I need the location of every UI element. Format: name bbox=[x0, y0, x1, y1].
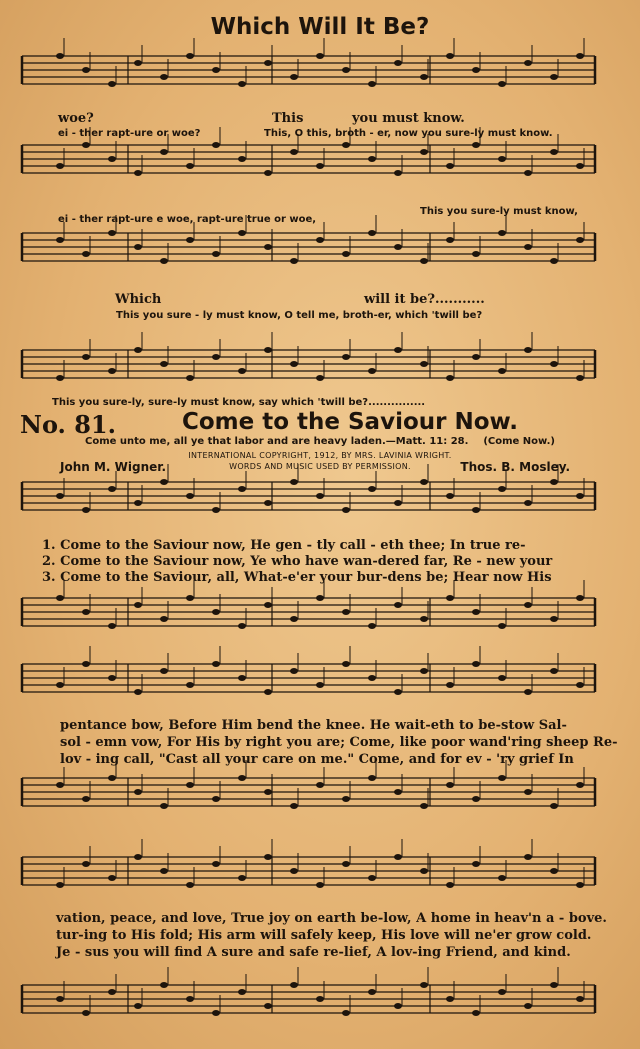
note-head bbox=[368, 368, 376, 374]
note-head bbox=[82, 861, 90, 867]
verse-line bbox=[42, 570, 552, 585]
note-head bbox=[316, 595, 324, 601]
note-head bbox=[342, 354, 350, 360]
note-head bbox=[368, 486, 376, 492]
note-head bbox=[498, 875, 506, 881]
note-head bbox=[186, 782, 194, 788]
note-head bbox=[134, 789, 142, 795]
note-head bbox=[290, 258, 298, 264]
verse-line: lov - ing call, "Cast all your care on me." Come, and for ev - 'ry grief In bbox=[60, 752, 574, 767]
note-head bbox=[394, 689, 402, 695]
note-head bbox=[82, 354, 90, 360]
note-head bbox=[472, 661, 480, 667]
note-head bbox=[524, 689, 532, 695]
note-head bbox=[446, 53, 454, 59]
note-head bbox=[134, 689, 142, 695]
note-head bbox=[342, 1010, 350, 1016]
note-head bbox=[186, 595, 194, 601]
note-head bbox=[316, 782, 324, 788]
note-head bbox=[264, 602, 272, 608]
note-head bbox=[550, 149, 558, 155]
note-head bbox=[394, 1003, 402, 1009]
verse-line: pentance bow, Before Him bend the knee. He wait-eth to be-stow Sal- bbox=[60, 718, 567, 733]
note-head bbox=[550, 803, 558, 809]
note-head bbox=[524, 1003, 532, 1009]
tune-name: (Come Now.) bbox=[483, 436, 555, 447]
note-head bbox=[264, 689, 272, 695]
note-head bbox=[290, 868, 298, 874]
note-head bbox=[238, 623, 246, 629]
note-head bbox=[342, 251, 350, 257]
note-head bbox=[394, 347, 402, 353]
note-head bbox=[498, 81, 506, 87]
verse-line: Je - sus you will find A sure and safe re-lief, A lov-ing Friend, and kind. bbox=[56, 945, 571, 960]
note-head bbox=[186, 53, 194, 59]
note-head bbox=[108, 368, 116, 374]
note-head bbox=[82, 1010, 90, 1016]
note-head bbox=[134, 854, 142, 860]
note-head bbox=[264, 347, 272, 353]
verse-line: sol - emn vow, For His by right you are; Come, like poor wand'ring sheep Re- bbox=[60, 735, 618, 750]
verse-text: Come to the Saviour, all, What-e'er your bur-dens be; Hear now His bbox=[60, 570, 552, 585]
note-head bbox=[550, 361, 558, 367]
note-head bbox=[446, 682, 454, 688]
verse-number: 2. bbox=[42, 554, 56, 569]
note-head bbox=[264, 789, 272, 795]
note-head bbox=[238, 368, 246, 374]
note-head bbox=[394, 500, 402, 506]
note-head bbox=[394, 602, 402, 608]
note-head bbox=[446, 375, 454, 381]
note-head bbox=[56, 996, 64, 1002]
note-head bbox=[56, 53, 64, 59]
note-head bbox=[368, 875, 376, 881]
note-head bbox=[212, 796, 220, 802]
note-head bbox=[238, 989, 246, 995]
note-head bbox=[212, 1010, 220, 1016]
note-head bbox=[472, 861, 480, 867]
note-head bbox=[108, 675, 116, 681]
note-head bbox=[290, 616, 298, 622]
note-head bbox=[212, 67, 220, 73]
note-head bbox=[264, 244, 272, 250]
note-head bbox=[212, 861, 220, 867]
note-head bbox=[342, 796, 350, 802]
note-head bbox=[472, 142, 480, 148]
note-head bbox=[368, 775, 376, 781]
note-head bbox=[186, 682, 194, 688]
note-head bbox=[108, 486, 116, 492]
note-head bbox=[56, 237, 64, 243]
note-head bbox=[134, 244, 142, 250]
note-head bbox=[186, 493, 194, 499]
note-head bbox=[56, 682, 64, 688]
note-head bbox=[472, 354, 480, 360]
note-head bbox=[498, 156, 506, 162]
note-head bbox=[160, 868, 168, 874]
note-head bbox=[108, 775, 116, 781]
verse-line: tur-ing to His fold; His arm will safely keep, His love will ne'er grow cold. bbox=[56, 928, 592, 943]
note-head bbox=[550, 479, 558, 485]
note-head bbox=[550, 668, 558, 674]
note-head bbox=[56, 493, 64, 499]
note-head bbox=[472, 796, 480, 802]
note-head bbox=[82, 796, 90, 802]
note-head bbox=[446, 493, 454, 499]
note-head bbox=[82, 609, 90, 615]
note-head bbox=[238, 775, 246, 781]
note-head bbox=[420, 258, 428, 264]
note-head bbox=[82, 142, 90, 148]
note-head bbox=[160, 803, 168, 809]
verse-number: 1. bbox=[42, 538, 56, 553]
verse-text: Come to the Saviour now, He gen - tly call - eth thee; In true re- bbox=[60, 538, 526, 553]
note-head bbox=[56, 782, 64, 788]
copyright-notice: INTERNATIONAL COPYRIGHT, 1912, BY MRS. LAVINIA WRIGHT. bbox=[188, 451, 452, 460]
note-head bbox=[238, 230, 246, 236]
note-head bbox=[342, 142, 350, 148]
author: John M. Wigner. bbox=[60, 460, 167, 474]
note-head bbox=[134, 500, 142, 506]
note-head bbox=[316, 882, 324, 888]
note-head bbox=[160, 668, 168, 674]
note-head bbox=[316, 163, 324, 169]
note-head bbox=[576, 682, 584, 688]
note-head bbox=[550, 982, 558, 988]
note-head bbox=[472, 609, 480, 615]
verse-line: vation, peace, and love, True joy on earth be-low, A home in heav'n a - bove. bbox=[56, 911, 607, 926]
note-head bbox=[134, 347, 142, 353]
note-head bbox=[420, 149, 428, 155]
composer: Thos. B. Mosley. bbox=[460, 460, 570, 474]
note-head bbox=[524, 789, 532, 795]
note-head bbox=[264, 170, 272, 176]
note-head bbox=[82, 251, 90, 257]
note-head bbox=[368, 989, 376, 995]
note-head bbox=[186, 882, 194, 888]
note-head bbox=[576, 595, 584, 601]
note-head bbox=[342, 609, 350, 615]
note-head bbox=[498, 230, 506, 236]
note-head bbox=[108, 230, 116, 236]
note-head bbox=[446, 237, 454, 243]
note-head bbox=[56, 595, 64, 601]
note-head bbox=[108, 623, 116, 629]
note-head bbox=[186, 163, 194, 169]
note-head bbox=[264, 1003, 272, 1009]
note-head bbox=[524, 347, 532, 353]
note-head bbox=[160, 616, 168, 622]
note-head bbox=[524, 500, 532, 506]
note-head bbox=[108, 989, 116, 995]
hymn-number: No. 81. bbox=[20, 410, 116, 439]
note-head bbox=[472, 507, 480, 513]
note-head bbox=[446, 595, 454, 601]
note-head bbox=[524, 60, 532, 66]
note-head bbox=[134, 602, 142, 608]
note-head bbox=[316, 237, 324, 243]
note-head bbox=[186, 237, 194, 243]
lyric-line: This you sure-ly, sure-ly must know, say which 'twill be?............... bbox=[52, 397, 426, 408]
note-head bbox=[238, 486, 246, 492]
scripture-line bbox=[85, 436, 555, 447]
note-head bbox=[238, 81, 246, 87]
note-head bbox=[472, 1010, 480, 1016]
note-head bbox=[394, 170, 402, 176]
note-head bbox=[212, 507, 220, 513]
lyric-line: This bbox=[272, 111, 304, 126]
note-head bbox=[160, 258, 168, 264]
note-head bbox=[368, 230, 376, 236]
note-head bbox=[576, 163, 584, 169]
lyric-line: This, O this, broth - er, now you sure-ly must know. bbox=[264, 128, 553, 139]
note-head bbox=[368, 81, 376, 87]
note-head bbox=[82, 507, 90, 513]
note-head bbox=[420, 479, 428, 485]
note-head bbox=[420, 803, 428, 809]
note-head bbox=[108, 156, 116, 162]
note-head bbox=[342, 661, 350, 667]
note-head bbox=[550, 868, 558, 874]
note-head bbox=[212, 354, 220, 360]
lyric-line: ei - ther rapt-ure or woe? bbox=[58, 128, 201, 139]
note-head bbox=[524, 854, 532, 860]
note-head bbox=[472, 251, 480, 257]
note-head bbox=[290, 982, 298, 988]
note-head bbox=[394, 854, 402, 860]
note-head bbox=[368, 156, 376, 162]
note-head bbox=[576, 237, 584, 243]
note-head bbox=[316, 996, 324, 1002]
note-head bbox=[446, 882, 454, 888]
note-head bbox=[56, 882, 64, 888]
note-head bbox=[498, 675, 506, 681]
note-head bbox=[576, 375, 584, 381]
note-head bbox=[446, 163, 454, 169]
note-head bbox=[160, 982, 168, 988]
note-head bbox=[290, 668, 298, 674]
note-head bbox=[446, 996, 454, 1002]
verse-line bbox=[42, 554, 552, 569]
note-head bbox=[498, 486, 506, 492]
note-head bbox=[82, 661, 90, 667]
note-head bbox=[238, 675, 246, 681]
permission-notice: WORDS AND MUSIC USED BY PERMISSION. bbox=[229, 462, 411, 471]
note-head bbox=[394, 60, 402, 66]
verse-line bbox=[42, 538, 526, 553]
note-head bbox=[290, 479, 298, 485]
note-head bbox=[420, 668, 428, 674]
credits bbox=[60, 460, 570, 474]
note-head bbox=[550, 616, 558, 622]
note-head bbox=[420, 616, 428, 622]
note-head bbox=[420, 868, 428, 874]
note-head bbox=[108, 81, 116, 87]
note-head bbox=[368, 675, 376, 681]
lyric-line: ei - ther rapt-ure e woe, rapt-ure true or woe, bbox=[58, 214, 317, 225]
note-head bbox=[342, 507, 350, 513]
note-head bbox=[212, 609, 220, 615]
note-head bbox=[472, 67, 480, 73]
note-head bbox=[290, 803, 298, 809]
note-head bbox=[160, 479, 168, 485]
note-head bbox=[420, 361, 428, 367]
verse-text: Come to the Saviour now, Ye who have wan-dered far, Re - new your bbox=[60, 554, 553, 569]
note-head bbox=[238, 156, 246, 162]
note-head bbox=[290, 361, 298, 367]
note-head bbox=[576, 53, 584, 59]
note-head bbox=[420, 74, 428, 80]
note-head bbox=[290, 74, 298, 80]
note-head bbox=[498, 775, 506, 781]
note-head bbox=[212, 142, 220, 148]
note-head bbox=[420, 982, 428, 988]
lyric-line: woe? bbox=[58, 111, 94, 126]
scripture-text: Come unto me, all ye that labor and are heavy laden.—Matt. 11: 28. bbox=[85, 436, 469, 447]
note-head bbox=[316, 682, 324, 688]
note-head bbox=[368, 623, 376, 629]
lyric-line: This you sure - ly must know, O tell me, broth-er, which 'twill be? bbox=[116, 310, 483, 321]
note-head bbox=[498, 623, 506, 629]
note-head bbox=[56, 163, 64, 169]
note-head bbox=[160, 74, 168, 80]
note-head bbox=[550, 74, 558, 80]
lyric-line: will it be?........... bbox=[364, 292, 485, 307]
note-head bbox=[316, 493, 324, 499]
note-head bbox=[212, 251, 220, 257]
note-head bbox=[524, 170, 532, 176]
note-head bbox=[342, 67, 350, 73]
verse-number: 3. bbox=[42, 570, 56, 585]
note-head bbox=[160, 149, 168, 155]
note-head bbox=[342, 861, 350, 867]
note-head bbox=[394, 244, 402, 250]
note-head bbox=[524, 244, 532, 250]
note-head bbox=[498, 989, 506, 995]
note-head bbox=[56, 375, 64, 381]
note-head bbox=[264, 500, 272, 506]
note-head bbox=[576, 493, 584, 499]
note-head bbox=[524, 602, 532, 608]
note-head bbox=[576, 882, 584, 888]
lyric-line: Which bbox=[115, 292, 162, 307]
note-head bbox=[134, 1003, 142, 1009]
note-head bbox=[290, 149, 298, 155]
note-head bbox=[498, 368, 506, 374]
note-head bbox=[108, 875, 116, 881]
note-head bbox=[316, 375, 324, 381]
note-head bbox=[576, 996, 584, 1002]
note-head bbox=[264, 60, 272, 66]
note-head bbox=[160, 361, 168, 367]
note-head bbox=[264, 854, 272, 860]
note-head bbox=[134, 170, 142, 176]
note-head bbox=[212, 661, 220, 667]
top-hymn-title: Which Will It Be? bbox=[210, 14, 430, 40]
hymn-title: Come to the Saviour Now. bbox=[181, 409, 519, 435]
note-head bbox=[186, 996, 194, 1002]
note-head bbox=[238, 875, 246, 881]
note-head bbox=[550, 258, 558, 264]
note-head bbox=[446, 782, 454, 788]
lyric-line: This you sure-ly must know, bbox=[420, 206, 578, 217]
lyric-line: you must know. bbox=[352, 111, 465, 126]
note-head bbox=[316, 53, 324, 59]
note-head bbox=[82, 67, 90, 73]
note-head bbox=[394, 789, 402, 795]
note-head bbox=[576, 782, 584, 788]
note-head bbox=[186, 375, 194, 381]
note-head bbox=[134, 60, 142, 66]
